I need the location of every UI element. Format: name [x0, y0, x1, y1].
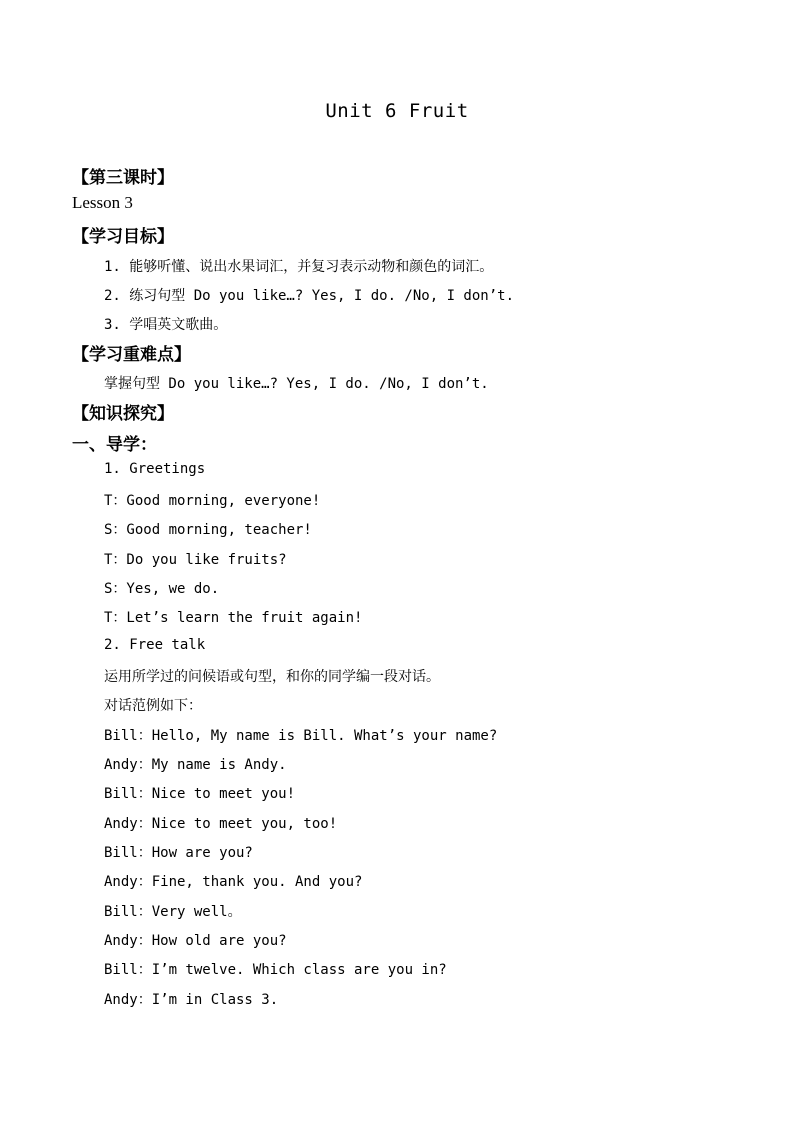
dialogue-line: Bill：I’m twelve. Which class are you in? — [104, 962, 447, 978]
objective-item: 1. 能够听懂、说出水果词汇，并复习表示动物和颜色的词汇。 — [104, 259, 494, 275]
guide-line: 运用所学过的问候语或句型，和你的同学编一段对话。 — [104, 669, 440, 685]
explore-heading: 【知识探究】 — [72, 404, 174, 424]
guide-heading: 一、导学： — [72, 435, 157, 455]
dialogue-line: Andy：My name is Andy. — [104, 757, 287, 773]
key-points-heading: 【学习重难点】 — [72, 345, 191, 365]
guide-line: S：Yes, we do. — [104, 581, 220, 597]
dialogue-line: Andy：I’m in Class 3. — [104, 992, 279, 1008]
dialogue-line: Bill：Hello, My name is Bill. What’s your name? — [104, 728, 498, 744]
dialogue-line: Bill：Very well。 — [104, 904, 242, 920]
guide-line: T：Let’s learn the fruit again! — [104, 610, 363, 626]
objective-item: 2. 练习句型 Do you like…? Yes, I do. /No, I don’t. — [104, 288, 515, 304]
key-points-text: 掌握句型 Do you like…? Yes, I do. /No, I don’t. — [104, 376, 489, 392]
dialogue-line: Andy：Fine, thank you. And you? — [104, 874, 363, 890]
dialogue-line: Andy：Nice to meet you, too! — [104, 816, 338, 832]
guide-line: 2. Free talk — [104, 637, 206, 653]
guide-line: T：Good morning, everyone! — [104, 493, 321, 509]
guide-line: S：Good morning, teacher! — [104, 522, 312, 538]
lesson-label: Lesson 3 — [72, 193, 133, 212]
section-period-heading: 【第三课时】 — [72, 168, 174, 188]
guide-line: 1. Greetings — [104, 461, 206, 477]
guide-line: 对话范例如下： — [104, 698, 202, 714]
dialogue-line: Bill：Nice to meet you! — [104, 786, 296, 802]
dialogue-line: Bill：How are you? — [104, 845, 253, 861]
objectives-heading: 【学习目标】 — [72, 227, 174, 247]
dialogue-line: Andy：How old are you? — [104, 933, 287, 949]
objective-item: 3. 学唱英文歌曲。 — [104, 317, 228, 333]
guide-line: T：Do you like fruits? — [104, 552, 287, 568]
document-title: Unit 6 Fruit — [325, 100, 469, 122]
